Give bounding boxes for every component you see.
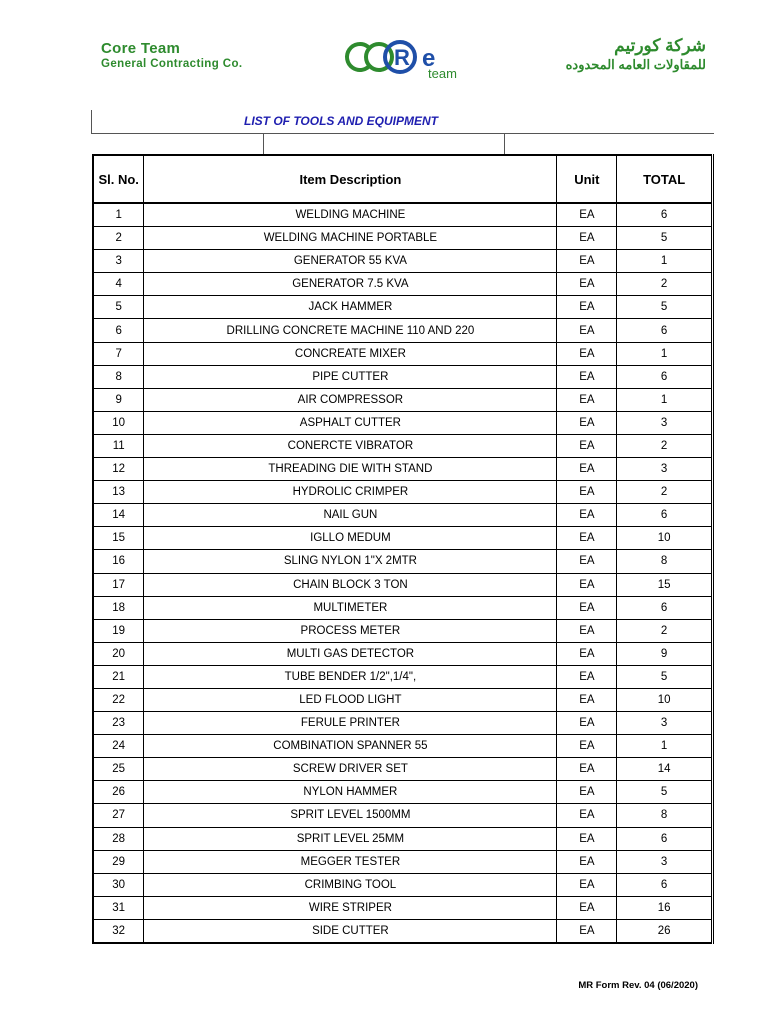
cell-total: 14 [617, 758, 713, 781]
table-row [93, 388, 713, 411]
cell-total: 8 [617, 804, 713, 827]
cell-item-description: FERULE PRINTER [144, 712, 557, 735]
company-name-arabic [566, 36, 706, 73]
table-row [93, 203, 713, 227]
company-name-line2: General Contracting Co. [101, 58, 243, 70]
company-name-ar-line1: شركة كورتيم [614, 36, 706, 55]
cell-total: 3 [617, 411, 713, 434]
cell-unit: EA [557, 227, 617, 250]
cell-sl-no: 32 [93, 919, 144, 943]
table-row [93, 688, 713, 711]
cell-item-description: NYLON HAMMER [144, 781, 557, 804]
cell-sl-no: 20 [93, 642, 144, 665]
cell-total: 2 [617, 434, 713, 457]
cell-item-description: HYDROLIC CRIMPER [144, 481, 557, 504]
cell-sl-no: 7 [93, 342, 144, 365]
cell-total: 9 [617, 642, 713, 665]
cell-item-description: PIPE CUTTER [144, 365, 557, 388]
cell-unit: EA [557, 873, 617, 896]
cell-unit: EA [557, 481, 617, 504]
cell-item-description: GENERATOR 55 KVA [144, 250, 557, 273]
cell-sl-no: 18 [93, 596, 144, 619]
cell-item-description: NAIL GUN [144, 504, 557, 527]
svg-text:team: team [428, 66, 457, 81]
cell-item-description: DRILLING CONCRETE MACHINE 110 AND 220 [144, 319, 557, 342]
cell-sl-no: 25 [93, 758, 144, 781]
table-row [93, 319, 713, 342]
cell-unit: EA [557, 411, 617, 434]
table-row [93, 758, 713, 781]
cell-total: 10 [617, 688, 713, 711]
cell-total: 6 [617, 365, 713, 388]
frame-divider [91, 133, 714, 134]
tools-table [92, 154, 714, 944]
cell-sl-no: 31 [93, 896, 144, 919]
cell-sl-no: 10 [93, 411, 144, 434]
cell-unit: EA [557, 365, 617, 388]
cell-total: 2 [617, 481, 713, 504]
svg-text:R: R [394, 45, 410, 70]
cell-total: 3 [617, 458, 713, 481]
table-row [93, 296, 713, 319]
cell-item-description: SCREW DRIVER SET [144, 758, 557, 781]
cell-sl-no: 5 [93, 296, 144, 319]
cell-total: 26 [617, 919, 713, 943]
cell-total: 6 [617, 504, 713, 527]
table-row [93, 619, 713, 642]
cell-item-description: AIR COMPRESSOR [144, 388, 557, 411]
cell-item-description: MULTIMETER [144, 596, 557, 619]
cell-total: 5 [617, 227, 713, 250]
cell-item-description: TUBE BENDER 1/2",1/4", [144, 665, 557, 688]
cell-sl-no: 4 [93, 273, 144, 296]
header-total: TOTAL [617, 155, 713, 203]
cell-item-description: SIDE CUTTER [144, 919, 557, 943]
table-row [93, 504, 713, 527]
cell-item-description: SLING NYLON 1"X 2MTR [144, 550, 557, 573]
table-row [93, 458, 713, 481]
cell-total: 2 [617, 619, 713, 642]
table-row [93, 850, 713, 873]
table-row [93, 365, 713, 388]
cell-total: 16 [617, 896, 713, 919]
cell-total: 1 [617, 342, 713, 365]
cell-item-description: MULTI GAS DETECTOR [144, 642, 557, 665]
cell-item-description: COMBINATION SPANNER 55 [144, 735, 557, 758]
cell-total: 15 [617, 573, 713, 596]
cell-item-description: THREADING DIE WITH STAND [144, 458, 557, 481]
document-title: LIST OF TOOLS AND EQUIPMENT [243, 114, 438, 128]
cell-item-description: WIRE STRIPER [144, 896, 557, 919]
cell-sl-no: 29 [93, 850, 144, 873]
table-header-row [93, 155, 713, 203]
cell-unit: EA [557, 550, 617, 573]
table-row [93, 919, 713, 943]
header-item-description: Item Description [144, 155, 557, 203]
cell-sl-no: 22 [93, 688, 144, 711]
title-frame [91, 110, 714, 156]
cell-item-description: SPRIT LEVEL 1500MM [144, 804, 557, 827]
cell-total: 2 [617, 273, 713, 296]
table-row [93, 342, 713, 365]
cell-total: 6 [617, 319, 713, 342]
cell-unit: EA [557, 896, 617, 919]
frame-divider [504, 133, 505, 155]
cell-total: 10 [617, 527, 713, 550]
cell-sl-no: 30 [93, 873, 144, 896]
header-unit: Unit [557, 155, 617, 203]
cell-unit: EA [557, 758, 617, 781]
cell-unit: EA [557, 296, 617, 319]
cell-unit: EA [557, 458, 617, 481]
table-row [93, 250, 713, 273]
table-row [93, 411, 713, 434]
table-row [93, 573, 713, 596]
cell-item-description: JACK HAMMER [144, 296, 557, 319]
frame-divider [263, 133, 264, 155]
cell-total: 3 [617, 712, 713, 735]
table-row [93, 527, 713, 550]
cell-unit: EA [557, 504, 617, 527]
cell-unit: EA [557, 712, 617, 735]
cell-unit: EA [557, 919, 617, 943]
cell-sl-no: 16 [93, 550, 144, 573]
cell-total: 1 [617, 388, 713, 411]
cell-item-description: IGLLO MEDUM [144, 527, 557, 550]
company-logo [344, 36, 474, 82]
cell-item-description: PROCESS METER [144, 619, 557, 642]
cell-sl-no: 21 [93, 665, 144, 688]
table-row [93, 781, 713, 804]
table-row [93, 665, 713, 688]
cell-sl-no: 9 [93, 388, 144, 411]
company-name-ar-line2: للمقاولات العامه المحدوده [565, 57, 706, 72]
cell-sl-no: 17 [93, 573, 144, 596]
company-name-line1: Core Team [101, 40, 181, 57]
cell-sl-no: 19 [93, 619, 144, 642]
cell-item-description: MEGGER TESTER [144, 850, 557, 873]
header-sl-no: Sl. No. [93, 155, 144, 203]
cell-item-description: WELDING MACHINE [144, 203, 557, 227]
cell-item-description: ASPHALT CUTTER [144, 411, 557, 434]
cell-total: 1 [617, 735, 713, 758]
cell-total: 6 [617, 596, 713, 619]
table-row [93, 735, 713, 758]
cell-unit: EA [557, 527, 617, 550]
cell-total: 3 [617, 850, 713, 873]
cell-unit: EA [557, 250, 617, 273]
table-row [93, 481, 713, 504]
table-row [93, 642, 713, 665]
cell-sl-no: 26 [93, 781, 144, 804]
cell-total: 5 [617, 296, 713, 319]
company-name-english [101, 40, 242, 71]
cell-unit: EA [557, 781, 617, 804]
cell-sl-no: 14 [93, 504, 144, 527]
cell-item-description: CONERCTE VIBRATOR [144, 434, 557, 457]
form-revision: MR Form Rev. 04 (06/2020) [578, 980, 698, 991]
cell-unit: EA [557, 827, 617, 850]
cell-sl-no: 2 [93, 227, 144, 250]
cell-unit: EA [557, 434, 617, 457]
cell-item-description: GENERATOR 7.5 KVA [144, 273, 557, 296]
cell-total: 5 [617, 665, 713, 688]
cell-unit: EA [557, 342, 617, 365]
cell-unit: EA [557, 735, 617, 758]
cell-unit: EA [557, 203, 617, 227]
cell-item-description: LED FLOOD LIGHT [144, 688, 557, 711]
cell-sl-no: 24 [93, 735, 144, 758]
cell-sl-no: 23 [93, 712, 144, 735]
cell-sl-no: 15 [93, 527, 144, 550]
cell-unit: EA [557, 596, 617, 619]
table-row [93, 227, 713, 250]
cell-unit: EA [557, 619, 617, 642]
cell-item-description: CRIMBING TOOL [144, 873, 557, 896]
cell-total: 6 [617, 203, 713, 227]
cell-unit: EA [557, 388, 617, 411]
cell-unit: EA [557, 850, 617, 873]
cell-sl-no: 8 [93, 365, 144, 388]
cell-sl-no: 11 [93, 434, 144, 457]
cell-unit: EA [557, 319, 617, 342]
table-row [93, 596, 713, 619]
table-row [93, 827, 713, 850]
cell-total: 6 [617, 873, 713, 896]
cell-sl-no: 28 [93, 827, 144, 850]
cell-sl-no: 1 [93, 203, 144, 227]
cell-sl-no: 6 [93, 319, 144, 342]
cell-unit: EA [557, 573, 617, 596]
table-row [93, 804, 713, 827]
cell-unit: EA [557, 688, 617, 711]
cell-unit: EA [557, 804, 617, 827]
table-row [93, 434, 713, 457]
cell-sl-no: 12 [93, 458, 144, 481]
table-row [93, 712, 713, 735]
cell-item-description: SPRIT LEVEL 25MM [144, 827, 557, 850]
cell-item-description: WELDING MACHINE PORTABLE [144, 227, 557, 250]
table-row [93, 896, 713, 919]
cell-total: 6 [617, 827, 713, 850]
cell-item-description: CONCREATE MIXER [144, 342, 557, 365]
svg-text:e: e [422, 45, 436, 72]
cell-sl-no: 27 [93, 804, 144, 827]
cell-total: 1 [617, 250, 713, 273]
cell-sl-no: 3 [93, 250, 144, 273]
cell-unit: EA [557, 642, 617, 665]
table-row [93, 873, 713, 896]
cell-item-description: CHAIN BLOCK 3 TON [144, 573, 557, 596]
cell-total: 8 [617, 550, 713, 573]
table-row [93, 273, 713, 296]
cell-sl-no: 13 [93, 481, 144, 504]
cell-unit: EA [557, 665, 617, 688]
cell-unit: EA [557, 273, 617, 296]
cell-total: 5 [617, 781, 713, 804]
table-row [93, 550, 713, 573]
